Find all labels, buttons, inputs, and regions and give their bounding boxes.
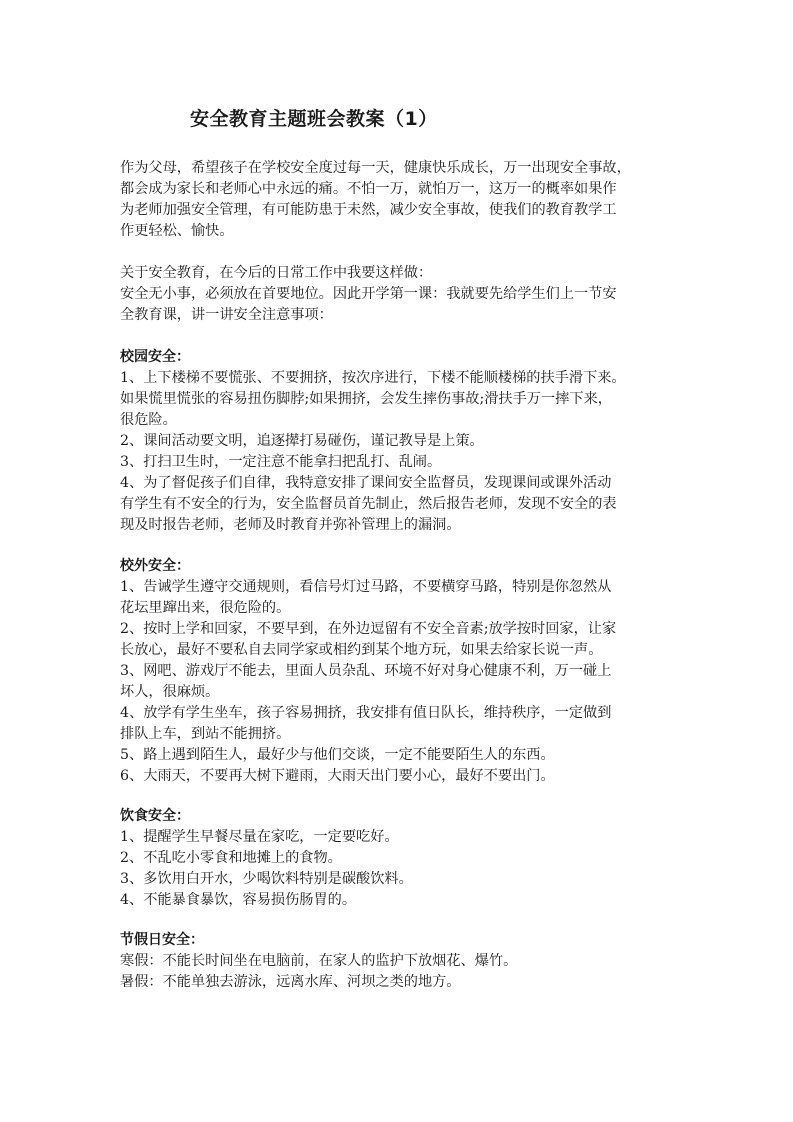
- text-line: 2、不乱吃小零食和地摊上的食物。: [120, 850, 342, 866]
- text-line: 3、打扫卫生时，一定注意不能拿扫把乱打、乱闹。: [120, 454, 442, 470]
- text-line: 有学生有不安全的行为，安全监督员首先制止，然后报告老师，发现不安全的表: [120, 496, 617, 512]
- text-line: 排队上车，到站不能拥挤。: [120, 726, 291, 742]
- text-line: 很危险。: [120, 412, 177, 428]
- text-line: 作更轻松、愉快。: [120, 223, 234, 239]
- text-line: 2、按时上学和回家，不要早到，在外边逗留有不安全音素;放学按时回家，让家: [120, 621, 617, 637]
- section-heading: 校外安全：: [120, 558, 190, 574]
- text-line: 暑假：不能单独去游泳，远离水库、河坝之类的地方。: [120, 974, 461, 990]
- text-line: 作为父母，希望孩子在学校安全度过每一天，健康快乐成长，万一出现安全事故，: [120, 160, 631, 176]
- section-campus-safety: [120, 347, 682, 536]
- text-line: 6、大雨天，不要再大树下避雨，大雨天出门要小心，最好不要出门。: [120, 768, 555, 784]
- document-title: 安全教育主题班会教案（1）: [190, 108, 438, 130]
- plan-paragraph: [120, 263, 682, 326]
- text-line: 3、多饮用白开水，少喝饮料特别是碳酸饮料。: [120, 871, 413, 887]
- text-line: 长放心，最好不要私自去同学家或相约到某个地方玩，如果去给家长说一声。: [120, 642, 603, 658]
- text-line: 都会成为家长和老师心中永远的痛。不怕一万，就怕万一，这万一的概率如果作: [120, 181, 617, 197]
- text-line: 4、为了督促孩子们自律，我特意安排了课间安全监督员，发现课间或课外活动: [120, 475, 612, 491]
- text-line: 1、上下楼梯不要慌张、不要拥挤，按次序进行，下楼不能顺楼梯的扶手滑下来。: [120, 370, 626, 386]
- section-heading: 校园安全：: [120, 349, 190, 365]
- text-line: 寒假：不能长时间坐在电脑前，在家人的监护下放烟花、爆竹。: [120, 953, 518, 969]
- text-line: 如果慌里慌张的容易扭伤脚脖;如果拥挤，会发生摔伤事故;滑扶手万一摔下来，: [120, 391, 612, 407]
- section-food-safety: [120, 806, 682, 911]
- text-line: 1、提醒学生早餐尽量在家吃，一定要吃好。: [120, 829, 399, 845]
- text-line: 花坛里蹿出来，很危险的。: [120, 600, 291, 616]
- text-line: 5、路上遇到陌生人，最好少与他们交谈，一定不能要陌生人的东西。: [120, 747, 555, 763]
- text-line: 4、放学有学生坐车，孩子容易拥挤，我安排有值日队长，维持秩序，一定做到: [120, 705, 612, 721]
- intro-paragraph: [120, 158, 682, 242]
- text-line: 坏人，很麻烦。: [120, 684, 220, 700]
- section-offcampus-safety: [120, 556, 682, 787]
- section-heading: 饮食安全：: [120, 808, 190, 824]
- text-line: 4、不能暴食暴饮，容易损伤肠胃的。: [120, 892, 357, 908]
- text-line: 现及时报告老师，老师及时教育并弥补管理上的漏洞。: [120, 517, 461, 533]
- section-heading: 节假日安全：: [120, 932, 204, 948]
- section-holiday-safety: [120, 930, 682, 993]
- text-line: 全教育课，讲一讲安全注意事项：: [120, 307, 333, 323]
- text-line: 安全无小事，必须放在首要地位。因此开学第一课：我就要先给学生们上一节安: [120, 286, 617, 302]
- text-line: 3、网吧、游戏厅不能去，里面人员杂乱、环境不好对身心健康不利，万一碰上: [120, 663, 612, 679]
- text-line: 为老师加强安全管理，有可能防患于未然，减少安全事故，使我们的教育教学工: [120, 202, 617, 218]
- text-line: 关于安全教育，在今后的日常工作中我要这样做：: [120, 265, 433, 281]
- text-line: 1、告诫学生遵守交通规则，看信号灯过马路，不要横穿马路，特别是你忽然从: [120, 579, 612, 595]
- text-line: 2、课间活动要文明，追逐撵打易碰伤，谨记教导是上策。: [120, 433, 484, 449]
